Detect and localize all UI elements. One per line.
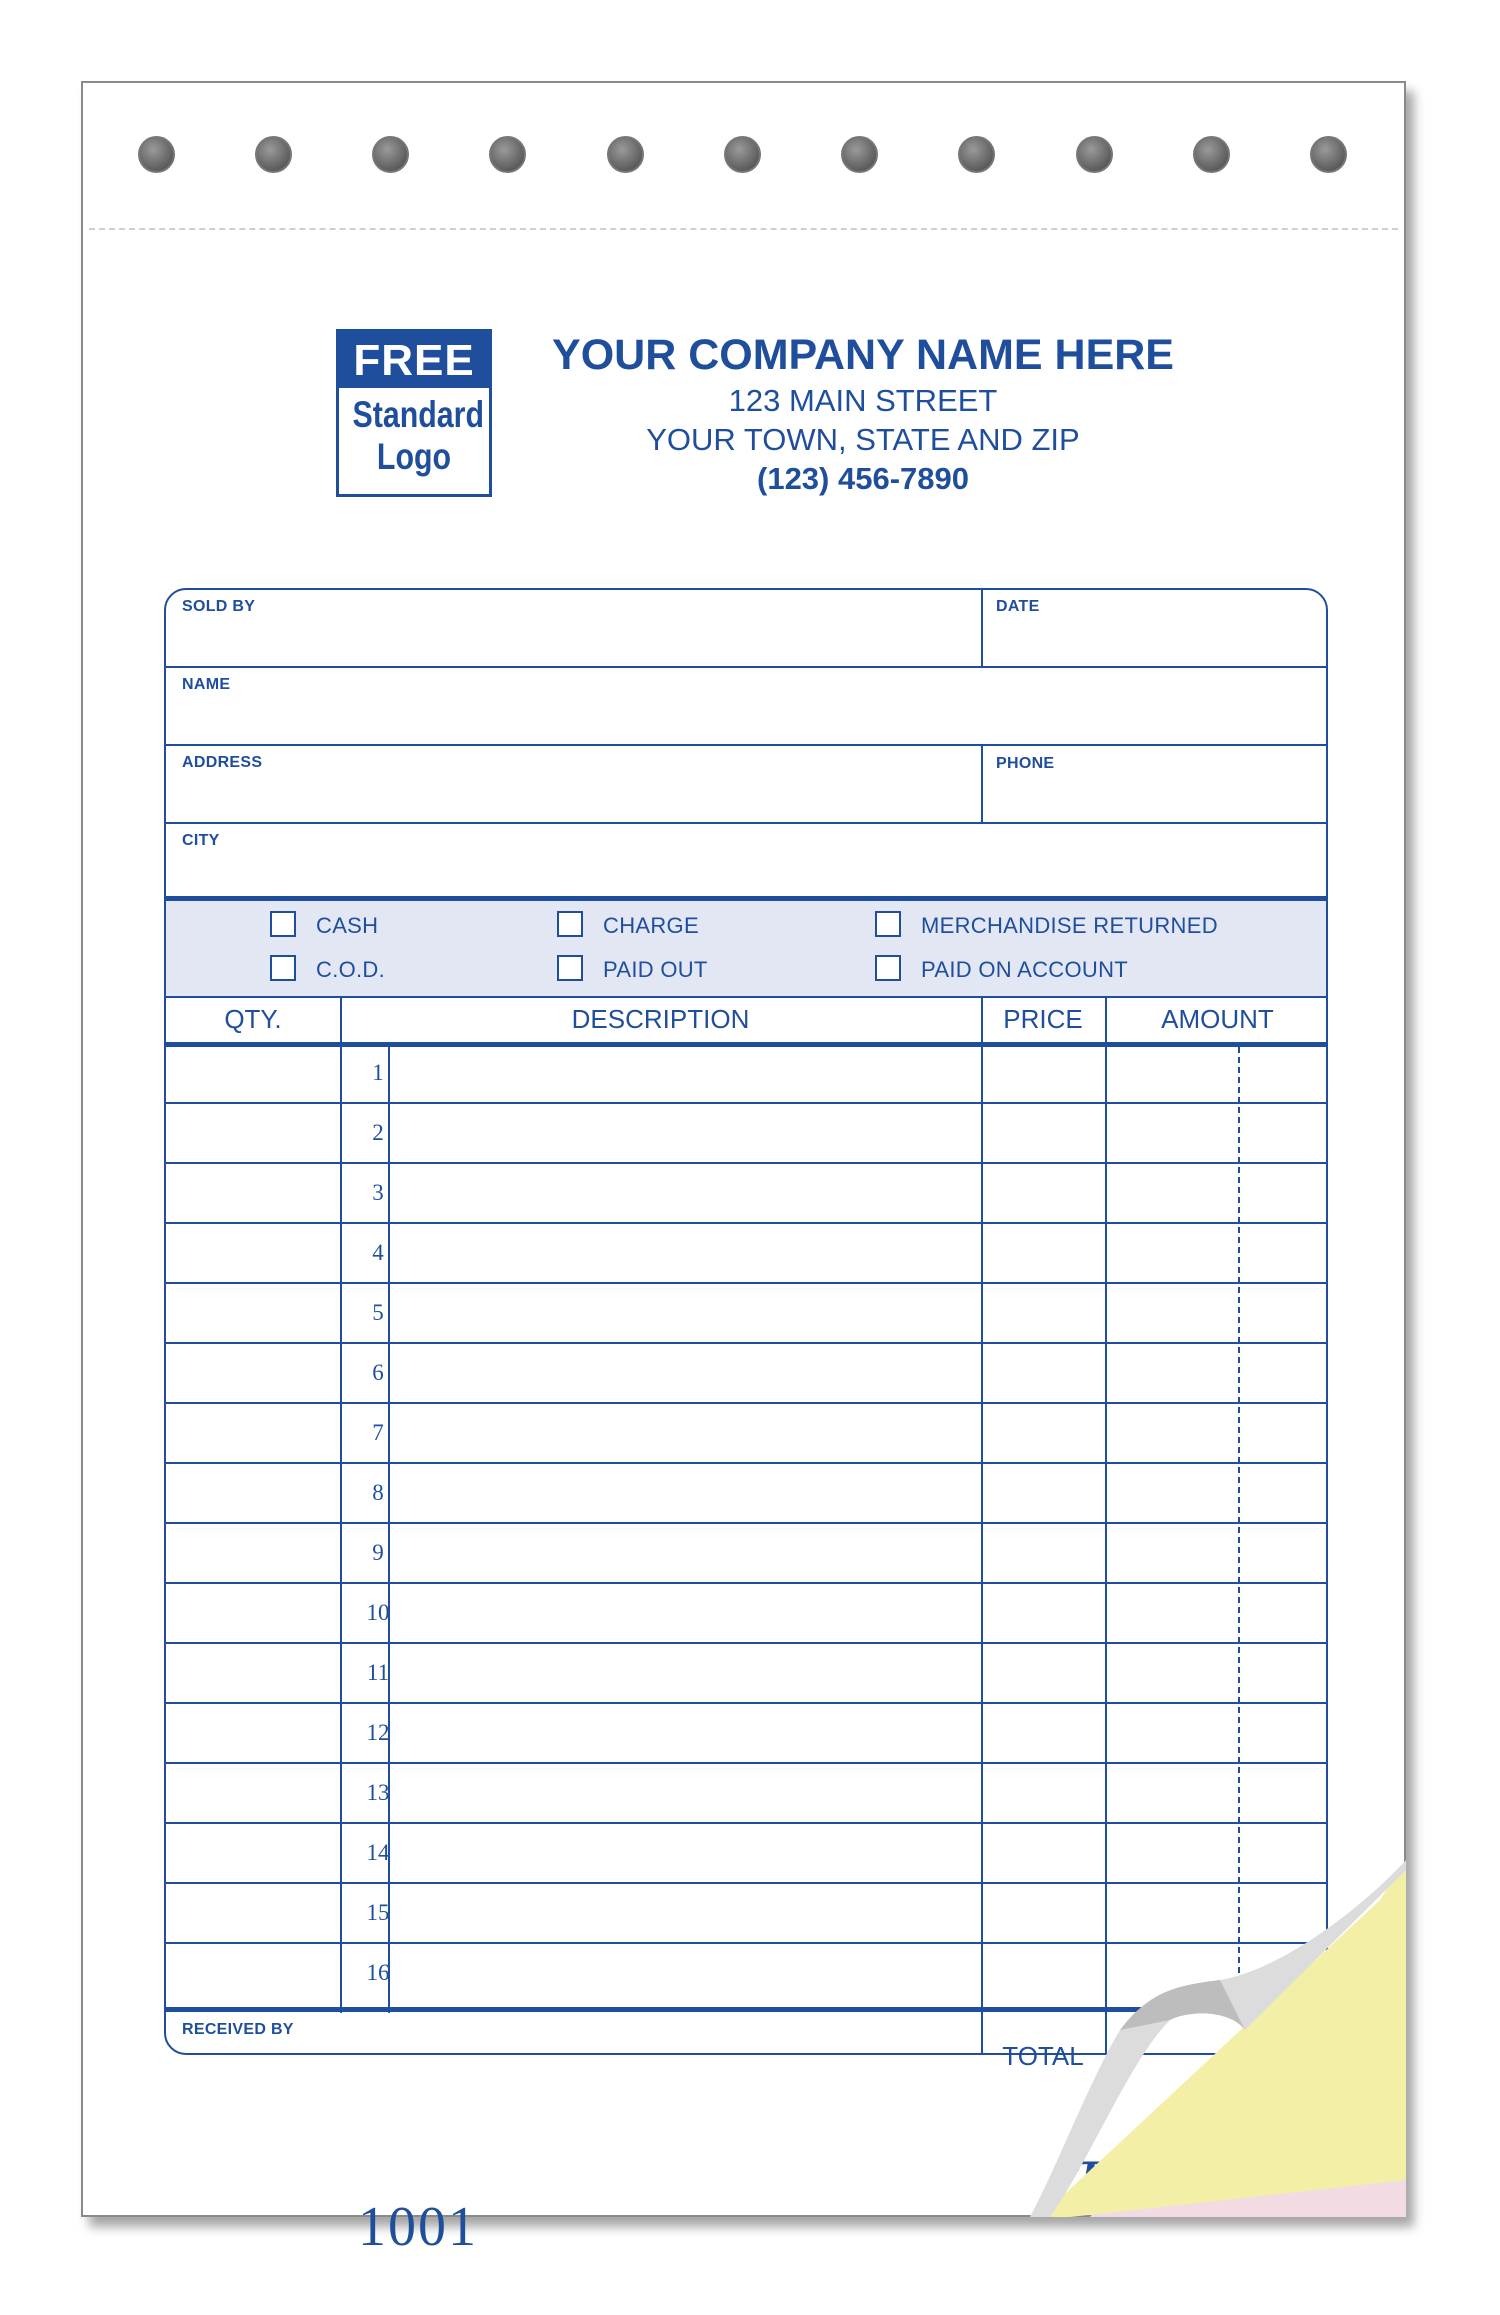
table-row xyxy=(166,1522,1326,1524)
binding-hole xyxy=(1076,136,1113,173)
binding-hole xyxy=(372,136,409,173)
table-row xyxy=(166,1762,1326,1764)
merchandise-returned-checkbox[interactable] xyxy=(875,911,901,937)
binding-hole xyxy=(1310,136,1347,173)
binding-hole xyxy=(958,136,995,173)
name-label: NAME xyxy=(182,676,231,693)
logo-free-text: FREE xyxy=(339,332,489,388)
table-row xyxy=(166,1702,1326,1704)
sales-form xyxy=(164,588,1328,2071)
phone-label: PHONE xyxy=(996,755,1055,772)
table-row xyxy=(166,1402,1326,1404)
logo-standard-text: Standard xyxy=(352,394,484,435)
cash-label: CASH xyxy=(316,913,379,938)
table-row xyxy=(166,1822,1326,1824)
binding-hole xyxy=(489,136,526,173)
binding-hole xyxy=(1193,136,1230,173)
charge-checkbox[interactable] xyxy=(557,911,583,937)
row-number: 7 xyxy=(372,1420,384,1445)
divider xyxy=(166,666,1326,668)
binding-hole xyxy=(724,136,761,173)
column-line xyxy=(981,996,983,2055)
company-street: 123 MAIN STREET xyxy=(728,383,998,418)
serial-number: 1001 xyxy=(358,2196,478,2258)
table-row xyxy=(166,1162,1326,1164)
cod-label: C.O.D. xyxy=(316,957,386,982)
binding-hole xyxy=(841,136,878,173)
row-number: 2 xyxy=(372,1120,384,1145)
company-name: YOUR COMPANY NAME HERE xyxy=(552,331,1174,379)
company-header xyxy=(513,329,1213,498)
binding-hole xyxy=(255,136,292,173)
divider xyxy=(981,744,983,822)
table-row xyxy=(166,1282,1326,1284)
row-number: 6 xyxy=(372,1360,384,1385)
logo-logo-text: Logo xyxy=(376,436,452,477)
company-town: YOUR TOWN, STATE AND ZIP xyxy=(646,422,1080,457)
table-row xyxy=(166,1342,1326,1344)
total-label: TOTAL xyxy=(1002,2041,1084,2071)
paid-out-checkbox[interactable] xyxy=(557,955,583,981)
company-logo xyxy=(336,329,492,497)
address-label: ADDRESS xyxy=(182,754,263,771)
received-by-label: RECEIVED BY xyxy=(182,2021,294,2038)
row-number: 15 xyxy=(366,1900,390,1925)
paid-on-account-checkbox[interactable] xyxy=(875,955,901,981)
row-number: 8 xyxy=(372,1480,384,1505)
column-line xyxy=(340,996,342,2013)
divider xyxy=(981,590,983,666)
row-number: 9 xyxy=(372,1540,384,1565)
row-number: 3 xyxy=(372,1180,384,1205)
qty-header: QTY. xyxy=(224,1004,282,1034)
sold-by-label: SOLD BY xyxy=(182,598,256,615)
charge-label: CHARGE xyxy=(603,913,699,938)
page-curl xyxy=(1030,1860,1406,2217)
binding-hole xyxy=(138,136,175,173)
row-number: 12 xyxy=(366,1720,390,1745)
table-row xyxy=(166,1642,1326,1644)
row-number: 14 xyxy=(366,1840,390,1865)
paid-on-account-label: PAID ON ACCOUNT xyxy=(921,957,1129,982)
binding-hole xyxy=(607,136,644,173)
table-row xyxy=(166,1462,1326,1464)
row-number: 10 xyxy=(366,1600,390,1625)
divider xyxy=(166,822,1326,824)
date-label: DATE xyxy=(996,598,1040,615)
merchandise-returned-label: MERCHANDISE RETURNED xyxy=(921,913,1218,938)
city-label: CITY xyxy=(182,832,220,849)
perforation-line xyxy=(89,228,1398,230)
row-number: 13 xyxy=(366,1780,390,1805)
table-row xyxy=(166,1102,1326,1104)
paid-out-label: PAID OUT xyxy=(603,957,708,982)
row-number: 1 xyxy=(372,1060,384,1085)
row-number: 11 xyxy=(366,1660,390,1685)
row-number: 4 xyxy=(372,1240,384,1265)
amount-header: AMOUNT xyxy=(1161,1004,1274,1034)
divider xyxy=(166,744,1326,746)
table-row xyxy=(166,1582,1326,1584)
table-row xyxy=(166,1222,1326,1224)
row-number: 16 xyxy=(366,1960,390,1985)
cash-checkbox[interactable] xyxy=(270,911,296,937)
payment-options xyxy=(166,901,1326,997)
description-header: DESCRIPTION xyxy=(571,1004,750,1034)
row-number: 5 xyxy=(372,1300,384,1325)
company-phone: (123) 456-7890 xyxy=(757,461,969,496)
cod-checkbox[interactable] xyxy=(270,955,296,981)
price-header: PRICE xyxy=(1003,1004,1083,1034)
